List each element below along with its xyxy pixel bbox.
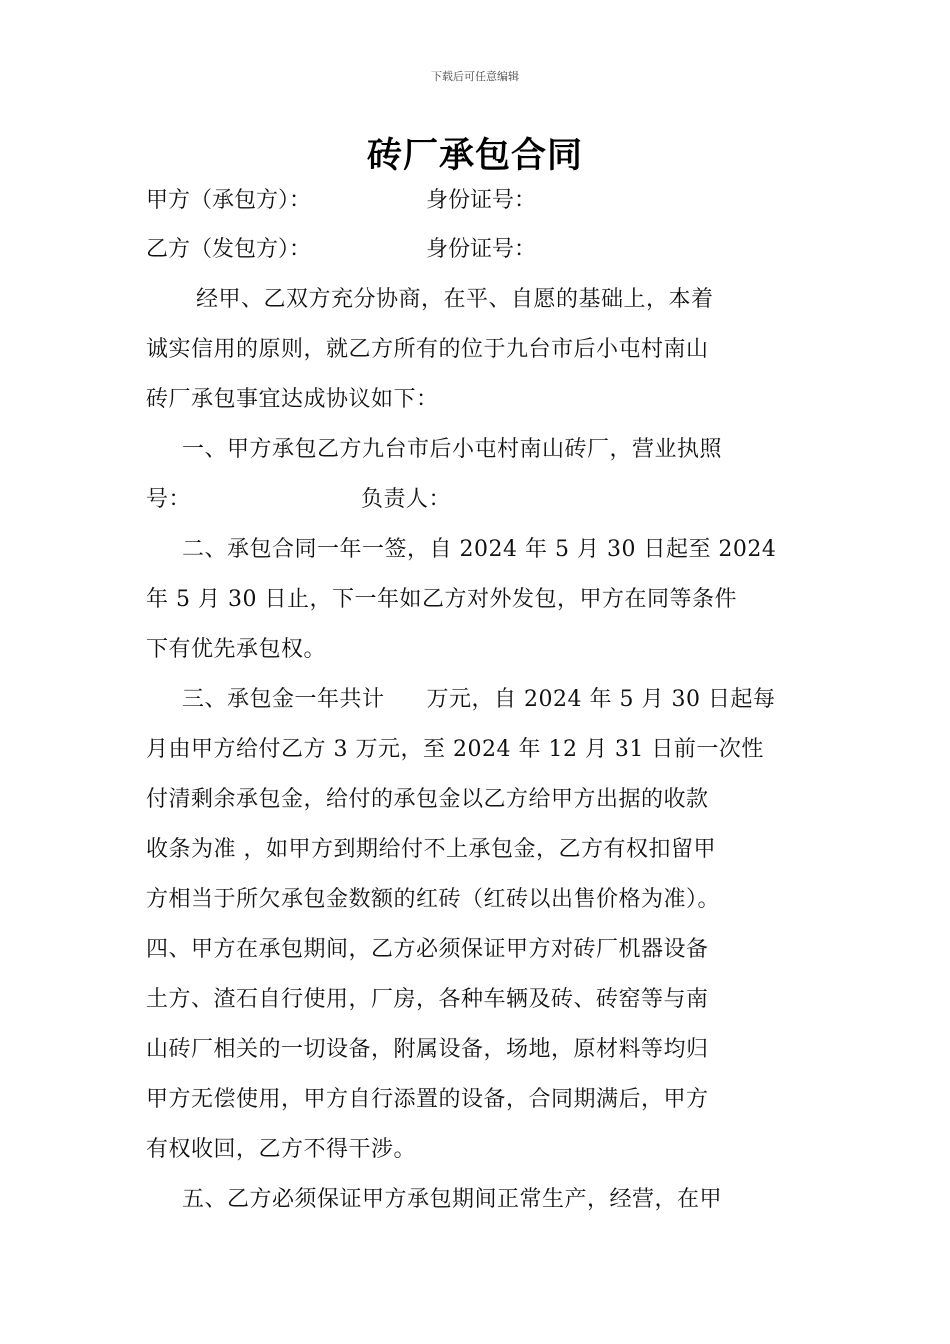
- clause-2: [146, 525, 806, 675]
- party-b-id-label: 身份证号：: [426, 237, 537, 262]
- clause-5: [146, 1175, 806, 1225]
- text-line: 收条为准 ，如甲方到期给付不上承包金，乙方有权扣留甲: [146, 837, 716, 862]
- text-line: 四、甲方在承包期间，乙方必须保证甲方对砖厂机器设备: [146, 937, 709, 962]
- text-line: 经甲、乙双方充分协商，在平、自愿的基础上，本着: [196, 287, 714, 312]
- contract-fee-label: 三、承包金一年共计: [182, 687, 385, 712]
- party-a-label: 甲方（承包方）：: [146, 188, 312, 213]
- clause-3: [146, 675, 806, 925]
- text-line: 五、乙方必须保证甲方承包期间正常生产，经营，在甲: [182, 1187, 723, 1212]
- text-line: 甲方无偿使用，甲方自行添置的设备，合同期满后，甲方: [146, 1087, 709, 1112]
- text-line: 土方、渣石自行使用，厂房，各种车辆及砖、砖窑等与南: [146, 987, 709, 1012]
- text-line: 砖厂承包事宜达成协议如下：: [146, 387, 439, 412]
- license-number-label: 号：: [146, 487, 192, 512]
- text-line: 下有优先承包权。: [146, 637, 327, 662]
- contract-fee-continuation: 万元，自 2024 年 5 月 30 日起每: [426, 687, 776, 712]
- text-line: 年 5 月 30 日止，下一年如乙方对外发包，甲方在同等条件: [146, 587, 737, 612]
- text-line-split: [146, 475, 806, 525]
- party-a-id-label: 身份证号：: [426, 188, 537, 213]
- page-title: 砖厂承包合同: [366, 135, 583, 176]
- responsible-person-label: 负责人：: [361, 487, 452, 512]
- party-b-label: 乙方（发包方）：: [146, 237, 312, 262]
- intro-paragraph: [146, 275, 806, 425]
- text-line: 月由甲方给付乙方 3 万元，至 2024 年 12 月 31 日前一次性: [146, 737, 764, 762]
- text-line-split: [146, 675, 806, 725]
- clause-1: [146, 425, 806, 525]
- clause-4: [146, 925, 806, 1175]
- text-line: 方相当于所欠承包金数额的红砖（红砖以出售价格为准）。: [146, 887, 721, 912]
- header-note: 下载后可任意编辑: [431, 70, 519, 83]
- text-line: 山砖厂相关的一切设备，附属设备，场地，原材料等均归: [146, 1037, 709, 1062]
- text-line: 付清剩余承包金，给付的承包金以乙方给甲方出据的收款: [146, 787, 709, 812]
- party-a-row: [146, 186, 537, 216]
- text-line: 二、承包合同一年一签，自 2024 年 5 月 30 日起至 2024: [182, 537, 777, 562]
- text-line: 有权收回，乙方不得干涉。: [146, 1137, 417, 1162]
- party-b-row: [146, 235, 537, 265]
- text-line: 诚实信用的原则，就乙方所有的位于九台市后小屯村南山: [146, 337, 709, 362]
- text-line: 一、甲方承包乙方九台市后小屯村南山砖厂，营业执照: [182, 437, 723, 462]
